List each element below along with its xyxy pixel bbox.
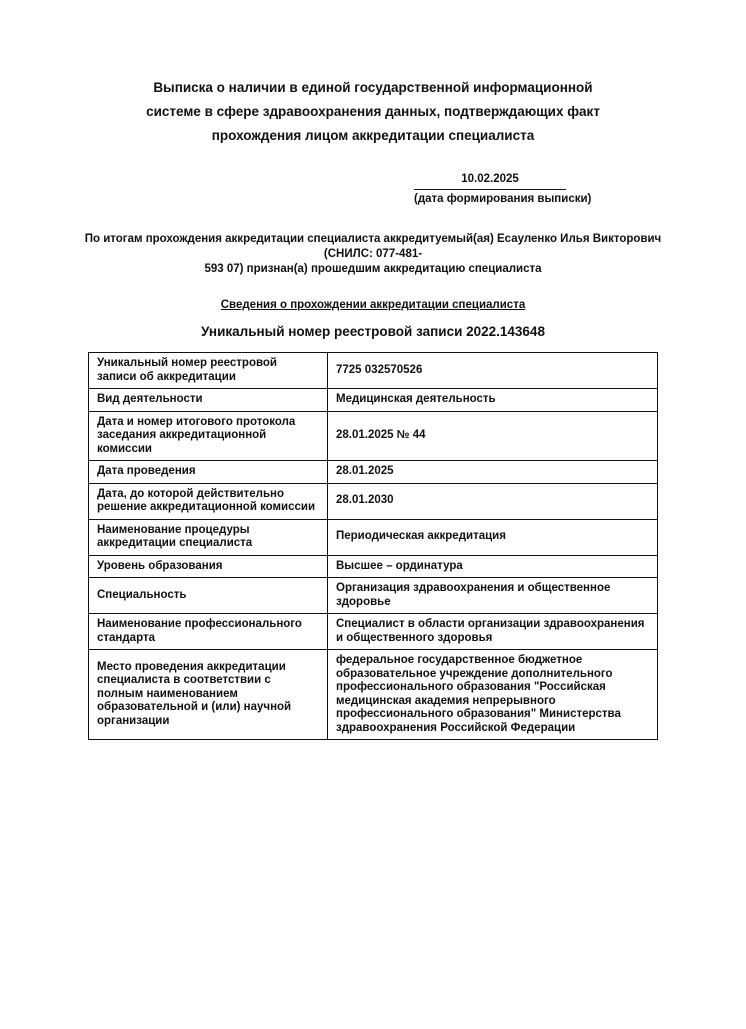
issue-date-caption: (дата формирования выписки) xyxy=(414,193,592,205)
row-value: федеральное государственное бюджетное образовательное учреждение дополнительного профессионального образования "Российская медицинская академия непрерывного профессионального образования" Министерства здравоохранения Российской Федерации xyxy=(328,650,658,740)
table-row xyxy=(89,353,658,389)
row-value: 28.01.2025 № 44 xyxy=(328,411,658,461)
row-label: Дата и номер итогового протокола заседания аккредитационной комиссии xyxy=(89,411,328,461)
intro-paragraph xyxy=(84,232,662,277)
document-title xyxy=(113,76,633,148)
row-label: Наименование процедуры аккредитации специалиста xyxy=(89,519,328,555)
table-row xyxy=(89,389,658,412)
record-number-heading: Уникальный номер реестровой записи 2022.143648 xyxy=(201,324,545,339)
intro-paragraph-line: 593 07) признан(а) прошедшим аккредитацию специалиста xyxy=(204,263,542,275)
row-value: 7725 032570526 xyxy=(328,353,658,389)
table-row xyxy=(89,483,658,519)
row-value: Организация здравоохранения и общественное здоровье xyxy=(328,578,658,614)
row-label: Наименование профессионального стандарта xyxy=(89,614,328,650)
row-value: 28.01.2025 xyxy=(328,461,658,484)
table-row xyxy=(89,614,658,650)
row-value: Высшее – ординатура xyxy=(328,555,658,578)
row-label: Уровень образования xyxy=(89,555,328,578)
row-value: 28.01.2030 xyxy=(328,483,658,519)
row-value: Периодическая аккредитация xyxy=(328,519,658,555)
document-title-line: прохождения лицом аккредитации специалиста xyxy=(211,128,535,143)
table-row xyxy=(89,650,658,740)
table-row xyxy=(89,461,658,484)
row-label: Специальность xyxy=(89,578,328,614)
row-label: Вид деятельности xyxy=(89,389,328,412)
document-title-line: системе в сфере здравоохранения данных, подтверждающих факт xyxy=(146,104,600,119)
accreditation-table xyxy=(88,352,658,740)
table-row xyxy=(89,578,658,614)
section-heading: Сведения о прохождении аккредитации специалиста xyxy=(220,299,526,311)
table-row xyxy=(89,519,658,555)
table-row xyxy=(89,411,658,461)
document-title-line: Выписка о наличии в единой государственной информационной xyxy=(153,80,593,95)
issue-date: 10.02.2025 xyxy=(414,172,566,190)
table-row xyxy=(89,555,658,578)
row-label: Место проведения аккредитации специалиста в соответствии с полным наименованием образовательной и (или) научной организации xyxy=(89,650,328,740)
issue-date-block xyxy=(414,172,592,206)
row-label: Дата проведения xyxy=(89,461,328,484)
row-label: Дата, до которой действительно решение аккредитационной комиссии xyxy=(89,483,328,519)
row-value: Медицинская деятельность xyxy=(328,389,658,412)
intro-paragraph-line: По итогам прохождения аккредитации специалиста аккредитуемый(ая) Есауленко Илья Викторович (СНИЛС: 077-481- xyxy=(84,233,662,260)
row-value: Специалист в области организации здравоохранения и общественного здоровья xyxy=(328,614,658,650)
row-label: Уникальный номер реестровой записи об аккредитации xyxy=(89,353,328,389)
